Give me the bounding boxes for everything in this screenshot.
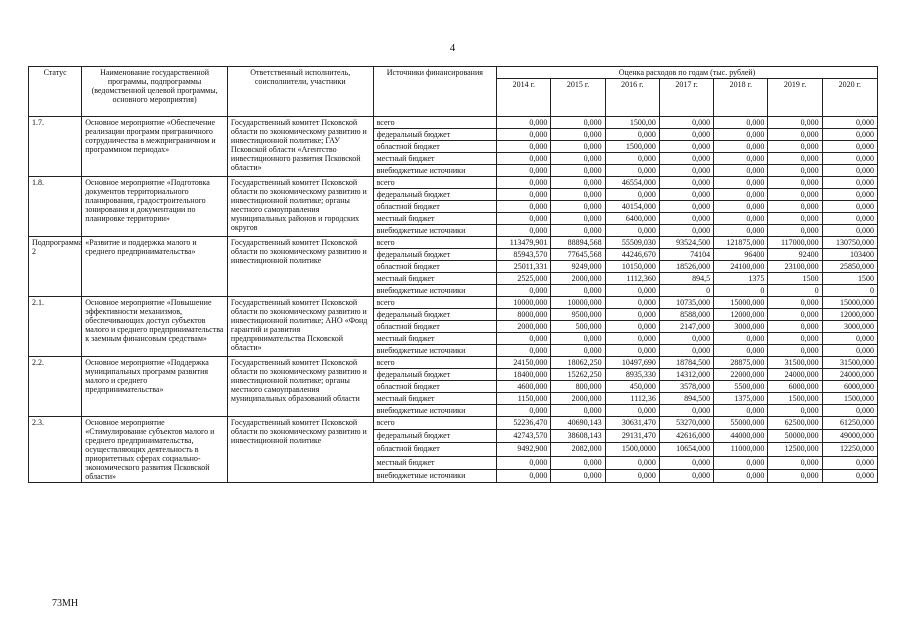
program-name-cell: Основное мероприятие «Поддержка муниципальных программ развития малого и среднего предпринимательства» — [82, 357, 228, 417]
executor-cell: Государственный комитет Псковской области по экономическому развитию и инвестиционной политике — [227, 417, 373, 483]
amount-cell: 12000,000 — [822, 309, 877, 321]
amount-cell: 2525,000 — [497, 273, 551, 285]
amount-cell: 0,000 — [551, 129, 605, 141]
table-row — [29, 117, 878, 129]
amount-cell: 0,000 — [497, 285, 551, 297]
amount-cell: 0,000 — [659, 165, 713, 177]
amount-cell: 0,000 — [822, 165, 877, 177]
amount-cell: 31500,000 — [768, 357, 822, 369]
amount-cell: 0,000 — [714, 117, 768, 129]
amount-cell: 8935,330 — [605, 369, 659, 381]
amount-cell: 894,5 — [659, 273, 713, 285]
amount-cell: 0,000 — [497, 333, 551, 345]
amount-cell: 18062,250 — [551, 357, 605, 369]
amount-cell: 0,000 — [605, 405, 659, 417]
amount-cell: 0,000 — [497, 141, 551, 153]
amount-cell: 0,000 — [659, 213, 713, 225]
amount-cell: 28875,000 — [714, 357, 768, 369]
amount-cell: 31500,000 — [822, 357, 877, 369]
amount-cell: 23100,000 — [768, 261, 822, 273]
amount-cell: 2000,000 — [551, 273, 605, 285]
header-year: 2014 г. — [497, 79, 551, 117]
amount-cell: 24150,000 — [497, 357, 551, 369]
funding-source-cell: внебюджетные источники — [373, 469, 497, 482]
amount-cell: 0,000 — [768, 309, 822, 321]
amount-cell: 46554,000 — [605, 177, 659, 189]
amount-cell: 0 — [659, 285, 713, 297]
amount-cell: 0,000 — [497, 469, 551, 482]
amount-cell: 55000,000 — [714, 417, 768, 430]
amount-cell: 0,000 — [605, 469, 659, 482]
amount-cell: 22000,000 — [714, 369, 768, 381]
amount-cell: 12500,000 — [768, 443, 822, 456]
amount-cell: 0,000 — [768, 213, 822, 225]
amount-cell: 0,000 — [822, 189, 877, 201]
amount-cell: 6000,000 — [822, 381, 877, 393]
amount-cell: 0,000 — [822, 153, 877, 165]
amount-cell: 93524,500 — [659, 237, 713, 249]
amount-cell: 0,000 — [768, 405, 822, 417]
header-year: 2020 г. — [822, 79, 877, 117]
amount-cell: 0,000 — [714, 165, 768, 177]
amount-cell: 85943,570 — [497, 249, 551, 261]
status-cell: Подпрограмма 2 — [29, 237, 82, 297]
amount-cell: 1500 — [768, 273, 822, 285]
amount-cell: 0,000 — [659, 201, 713, 213]
funding-source-cell: внебюджетные источники — [373, 225, 497, 237]
header-year: 2018 г. — [714, 79, 768, 117]
amount-cell: 0,000 — [659, 117, 713, 129]
funding-source-cell: всего — [373, 177, 497, 189]
amount-cell: 0,000 — [605, 165, 659, 177]
funding-source-cell: федеральный бюджет — [373, 430, 497, 443]
amount-cell: 0,000 — [768, 456, 822, 469]
funding-source-cell: федеральный бюджет — [373, 369, 497, 381]
amount-cell: 0,000 — [714, 201, 768, 213]
amount-cell: 0,000 — [822, 469, 877, 482]
amount-cell: 38608,143 — [551, 430, 605, 443]
amount-cell: 9492,900 — [497, 443, 551, 456]
amount-cell: 500,000 — [551, 321, 605, 333]
amount-cell: 18526,000 — [659, 261, 713, 273]
funding-source-cell: внебюджетные источники — [373, 165, 497, 177]
amount-cell: 0,000 — [768, 333, 822, 345]
status-cell: 2.2. — [29, 357, 82, 417]
amount-cell: 10150,000 — [605, 261, 659, 273]
header-year: 2015 г. — [551, 79, 605, 117]
amount-cell: 0,000 — [714, 456, 768, 469]
amount-cell: 10000,000 — [551, 297, 605, 309]
amount-cell: 11000,000 — [714, 443, 768, 456]
amount-cell: 96400 — [714, 249, 768, 261]
amount-cell: 0,000 — [714, 129, 768, 141]
program-name-cell: Основное мероприятие «Подготовка документов территориального планирования, градостроительного зонирования и документации по планировке территории» — [82, 177, 228, 237]
amount-cell: 0,000 — [768, 297, 822, 309]
funding-source-cell: федеральный бюджет — [373, 249, 497, 261]
amount-cell: 0,000 — [714, 225, 768, 237]
funding-source-cell: всего — [373, 297, 497, 309]
amount-cell: 0,000 — [659, 177, 713, 189]
amount-cell: 29131,470 — [605, 430, 659, 443]
amount-cell: 0,000 — [822, 456, 877, 469]
amount-cell: 18784,500 — [659, 357, 713, 369]
status-cell: 2.3. — [29, 417, 82, 483]
amount-cell: 1500,000 — [768, 393, 822, 405]
amount-cell: 0,000 — [605, 345, 659, 357]
amount-cell: 0,000 — [497, 177, 551, 189]
amount-cell: 0,000 — [822, 177, 877, 189]
amount-cell: 0,000 — [659, 141, 713, 153]
expenditure-table — [28, 66, 878, 483]
program-name-cell: Основное мероприятие «Повышение эффективности механизмов, обеспечивающих доступ субъектов малого и среднего предпринимательства к заемным финансовым средствам» — [82, 297, 228, 357]
amount-cell: 0,000 — [659, 189, 713, 201]
funding-source-cell: федеральный бюджет — [373, 309, 497, 321]
amount-cell: 61250,000 — [822, 417, 877, 430]
amount-cell: 42743,570 — [497, 430, 551, 443]
funding-source-cell: областной бюджет — [373, 381, 497, 393]
amount-cell: 0,000 — [605, 189, 659, 201]
amount-cell: 15000,000 — [822, 297, 877, 309]
funding-source-cell: местный бюджет — [373, 153, 497, 165]
amount-cell: 3000,000 — [714, 321, 768, 333]
amount-cell: 10735,000 — [659, 297, 713, 309]
amount-cell: 1500,0000 — [605, 443, 659, 456]
amount-cell: 77645,568 — [551, 249, 605, 261]
funding-source-cell: федеральный бюджет — [373, 189, 497, 201]
header-year: 2019 г. — [768, 79, 822, 117]
amount-cell: 0,000 — [551, 225, 605, 237]
amount-cell: 0,000 — [551, 117, 605, 129]
amount-cell: 10654,000 — [659, 443, 713, 456]
amount-cell: 0,000 — [551, 141, 605, 153]
amount-cell: 0,000 — [551, 189, 605, 201]
amount-cell: 1112,36 — [605, 393, 659, 405]
amount-cell: 0,000 — [714, 141, 768, 153]
amount-cell: 0,000 — [605, 321, 659, 333]
header-status: Статус — [29, 67, 82, 117]
amount-cell: 450,000 — [605, 381, 659, 393]
amount-cell: 0,000 — [605, 153, 659, 165]
amount-cell: 0,000 — [659, 225, 713, 237]
status-cell: 1.7. — [29, 117, 82, 177]
footer-code: 73МН — [52, 598, 79, 609]
amount-cell: 0,000 — [551, 405, 605, 417]
amount-cell: 0,000 — [551, 456, 605, 469]
amount-cell: 0,000 — [714, 213, 768, 225]
amount-cell: 53270,000 — [659, 417, 713, 430]
amount-cell: 12250,000 — [822, 443, 877, 456]
amount-cell: 1500,000 — [822, 393, 877, 405]
amount-cell: 894,500 — [659, 393, 713, 405]
funding-source-cell: областной бюджет — [373, 261, 497, 273]
amount-cell: 25850,000 — [822, 261, 877, 273]
amount-cell: 0,000 — [497, 201, 551, 213]
amount-cell: 0,000 — [822, 345, 877, 357]
executor-cell: Государственный комитет Псковской области по экономическому развитию и инвестиционной политике; органы местного самоуправления муниципальных районов и городских округов — [227, 177, 373, 237]
funding-source-cell: местный бюджет — [373, 393, 497, 405]
amount-cell: 88894,568 — [551, 237, 605, 249]
funding-source-cell: областной бюджет — [373, 201, 497, 213]
amount-cell: 0,000 — [822, 141, 877, 153]
amount-cell: 0,000 — [822, 213, 877, 225]
amount-cell: 2000,000 — [551, 393, 605, 405]
amount-cell: 0,000 — [714, 153, 768, 165]
amount-cell: 0,000 — [714, 177, 768, 189]
amount-cell: 0,000 — [605, 129, 659, 141]
amount-cell: 0,000 — [768, 469, 822, 482]
amount-cell: 0,000 — [659, 129, 713, 141]
amount-cell: 2147,000 — [659, 321, 713, 333]
table-row — [29, 297, 878, 309]
amount-cell: 0,000 — [605, 297, 659, 309]
amount-cell: 0,000 — [768, 189, 822, 201]
funding-source-cell: всего — [373, 417, 497, 430]
amount-cell: 8588,000 — [659, 309, 713, 321]
executor-cell: Государственный комитет Псковской области по экономическому развитию и инвестиционной политике; АНО «Фонд гарантий и развития предпринимательства Псковской области» — [227, 297, 373, 357]
amount-cell: 117000,000 — [768, 237, 822, 249]
amount-cell: 0,000 — [497, 153, 551, 165]
funding-source-cell: внебюджетные источники — [373, 405, 497, 417]
amount-cell: 44246,670 — [605, 249, 659, 261]
amount-cell: 0,000 — [551, 165, 605, 177]
amount-cell: 24000,000 — [768, 369, 822, 381]
amount-cell: 0,000 — [659, 345, 713, 357]
amount-cell: 0,000 — [822, 201, 877, 213]
amount-cell: 0,000 — [768, 129, 822, 141]
amount-cell: 1375,000 — [714, 393, 768, 405]
funding-source-cell: внебюджетные источники — [373, 345, 497, 357]
funding-source-cell: местный бюджет — [373, 213, 497, 225]
amount-cell: 52236,470 — [497, 417, 551, 430]
amount-cell: 0,000 — [605, 225, 659, 237]
amount-cell: 113479,901 — [497, 237, 551, 249]
amount-cell: 0,000 — [551, 177, 605, 189]
amount-cell: 800,000 — [551, 381, 605, 393]
amount-cell: 1112,360 — [605, 273, 659, 285]
amount-cell: 0,000 — [714, 345, 768, 357]
funding-source-cell: областной бюджет — [373, 141, 497, 153]
status-cell: 1.8. — [29, 177, 82, 237]
amount-cell: 1500,000 — [605, 141, 659, 153]
amount-cell: 9249,000 — [551, 261, 605, 273]
amount-cell: 0,000 — [551, 201, 605, 213]
amount-cell: 0,000 — [497, 189, 551, 201]
amount-cell: 25011,331 — [497, 261, 551, 273]
funding-source-cell: всего — [373, 117, 497, 129]
amount-cell: 6400,000 — [605, 213, 659, 225]
amount-cell: 0,000 — [551, 469, 605, 482]
amount-cell: 0,000 — [768, 225, 822, 237]
amount-cell: 0,000 — [605, 333, 659, 345]
amount-cell: 0,000 — [659, 405, 713, 417]
funding-source-cell: всего — [373, 357, 497, 369]
table-row — [29, 357, 878, 369]
amount-cell: 0,000 — [497, 405, 551, 417]
amount-cell: 0,000 — [659, 333, 713, 345]
table-row — [29, 237, 878, 249]
amount-cell: 9500,000 — [551, 309, 605, 321]
amount-cell: 1500,00 — [605, 117, 659, 129]
amount-cell: 0,000 — [551, 285, 605, 297]
amount-cell: 49000,000 — [822, 430, 877, 443]
funding-source-cell: местный бюджет — [373, 273, 497, 285]
page-number: 4 — [449, 42, 456, 54]
amount-cell: 0,000 — [822, 225, 877, 237]
amount-cell: 0,000 — [714, 189, 768, 201]
amount-cell: 15262,250 — [551, 369, 605, 381]
amount-cell: 0,000 — [551, 333, 605, 345]
amount-cell: 0,000 — [714, 333, 768, 345]
funding-source-cell: областной бюджет — [373, 321, 497, 333]
amount-cell: 30631,470 — [605, 417, 659, 430]
amount-cell: 121875,000 — [714, 237, 768, 249]
program-name-cell: Основное мероприятие «Стимулирование субъектов малого и среднего предпринимательства, осуществляющих деятельность в приоритетных сферах социально-экономического развития Псковской области» — [82, 417, 228, 483]
amount-cell: 0,000 — [551, 153, 605, 165]
funding-source-cell: внебюджетные источники — [373, 285, 497, 297]
amount-cell: 40154,000 — [605, 201, 659, 213]
amount-cell: 14312,000 — [659, 369, 713, 381]
amount-cell: 44000,000 — [714, 430, 768, 443]
amount-cell: 5500,000 — [714, 381, 768, 393]
amount-cell: 24100,000 — [714, 261, 768, 273]
amount-cell: 0,000 — [497, 225, 551, 237]
amount-cell: 0,000 — [659, 153, 713, 165]
amount-cell: 24000,000 — [822, 369, 877, 381]
amount-cell: 15000,000 — [714, 297, 768, 309]
amount-cell: 0,000 — [551, 345, 605, 357]
header-year: 2016 г. — [605, 79, 659, 117]
executor-cell: Государственный комитет Псковской области по экономическому развитию и инвестиционной политике; органы местного самоуправления муниципальных образований области — [227, 357, 373, 417]
amount-cell: 55509,030 — [605, 237, 659, 249]
amount-cell: 0 — [714, 285, 768, 297]
amount-cell: 0,000 — [714, 405, 768, 417]
amount-cell: 10000,000 — [497, 297, 551, 309]
amount-cell: 103400 — [822, 249, 877, 261]
amount-cell: 0 — [768, 285, 822, 297]
amount-cell: 0,000 — [605, 456, 659, 469]
amount-cell: 0,000 — [605, 285, 659, 297]
amount-cell: 3578,000 — [659, 381, 713, 393]
amount-cell: 2082,000 — [551, 443, 605, 456]
amount-cell: 0,000 — [768, 345, 822, 357]
amount-cell: 0,000 — [822, 405, 877, 417]
amount-cell: 1150,000 — [497, 393, 551, 405]
amount-cell: 8000,000 — [497, 309, 551, 321]
amount-cell: 42616,000 — [659, 430, 713, 443]
program-name-cell: Основное мероприятие «Обеспечение реализации программ приграничного сотрудничества в межприграничном и программном периодах» — [82, 117, 228, 177]
amount-cell: 0,000 — [768, 321, 822, 333]
executor-cell: Государственный комитет Псковской области по экономическому развитию и инвестиционной политике — [227, 237, 373, 297]
table-row — [29, 177, 878, 189]
amount-cell: 2000,000 — [497, 321, 551, 333]
amount-cell: 3000,000 — [822, 321, 877, 333]
amount-cell: 0,000 — [768, 165, 822, 177]
header-name: Наименование государственной программы, подпрограммы (ведомственной целевой программы, основного мероприятия) — [82, 67, 228, 117]
amount-cell: 18400,000 — [497, 369, 551, 381]
amount-cell: 0,000 — [551, 213, 605, 225]
amount-cell: 10497,690 — [605, 357, 659, 369]
amount-cell: 0 — [822, 285, 877, 297]
amount-cell: 130750,000 — [822, 237, 877, 249]
amount-cell: 1500 — [822, 273, 877, 285]
amount-cell: 0,000 — [497, 117, 551, 129]
funding-source-cell: местный бюджет — [373, 333, 497, 345]
amount-cell: 0,000 — [768, 177, 822, 189]
funding-source-cell: федеральный бюджет — [373, 129, 497, 141]
amount-cell: 62500,000 — [768, 417, 822, 430]
amount-cell: 0,000 — [768, 153, 822, 165]
header-executor: Ответственный исполнитель, соисполнители, участники — [227, 67, 373, 117]
funding-source-cell: всего — [373, 237, 497, 249]
funding-source-cell: местный бюджет — [373, 456, 497, 469]
amount-cell: 0,000 — [822, 333, 877, 345]
amount-cell: 0,000 — [497, 129, 551, 141]
amount-cell: 6000,000 — [768, 381, 822, 393]
amount-cell: 0,000 — [659, 456, 713, 469]
amount-cell: 0,000 — [605, 309, 659, 321]
amount-cell: 92400 — [768, 249, 822, 261]
amount-cell: 0,000 — [822, 117, 877, 129]
amount-cell: 0,000 — [497, 165, 551, 177]
header-year: 2017 г. — [659, 79, 713, 117]
amount-cell: 4600,000 — [497, 381, 551, 393]
amount-cell: 0,000 — [768, 141, 822, 153]
amount-cell: 1375 — [714, 273, 768, 285]
amount-cell: 74104 — [659, 249, 713, 261]
amount-cell: 12000,000 — [714, 309, 768, 321]
amount-cell: 0,000 — [497, 345, 551, 357]
amount-cell: 40690,143 — [551, 417, 605, 430]
amount-cell: 0,000 — [497, 213, 551, 225]
header-sources: Источники финансирования — [373, 67, 497, 117]
table-row — [29, 417, 878, 430]
header-estimate: Оценка расходов по годам (тыс. рублей) — [497, 67, 878, 79]
amount-cell: 50000,000 — [768, 430, 822, 443]
executor-cell: Государственный комитет Псковской области по экономическому развитию и инвестиционной политике; ГАУ Псковской области «Агентство инвестиционного развития Псковской области» — [227, 117, 373, 177]
amount-cell: 0,000 — [497, 456, 551, 469]
status-cell: 2.1. — [29, 297, 82, 357]
amount-cell: 0,000 — [768, 117, 822, 129]
funding-source-cell: областной бюджет — [373, 443, 497, 456]
amount-cell: 0,000 — [714, 469, 768, 482]
amount-cell: 0,000 — [822, 129, 877, 141]
amount-cell: 0,000 — [659, 469, 713, 482]
amount-cell: 0,000 — [768, 201, 822, 213]
program-name-cell: «Развитие и поддержка малого и среднего предпринимательства» — [82, 237, 228, 297]
